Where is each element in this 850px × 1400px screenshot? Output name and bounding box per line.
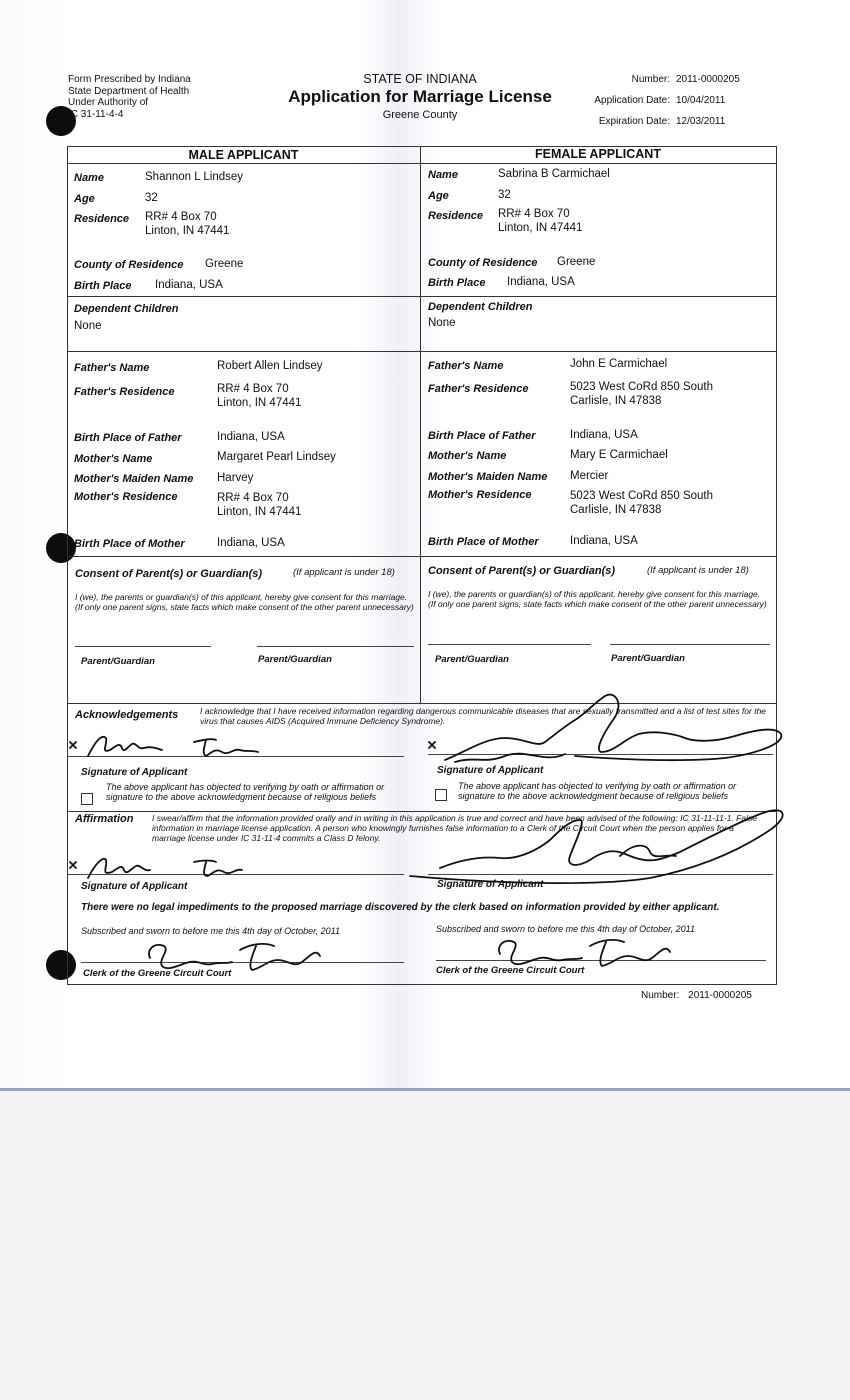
female-mother-name: Mary E Carmichael	[570, 449, 668, 461]
signature-of-applicant-label: Signature of Applicant	[81, 767, 188, 778]
clerk-label: Clerk of the Greene Circuit Court	[83, 968, 232, 979]
male-father-name: Robert Allen Lindsey	[217, 360, 323, 372]
clerk-signature	[490, 934, 680, 974]
county-of-residence-label: County of Residence	[428, 257, 538, 269]
female-mother-maiden: Mercier	[570, 470, 609, 482]
male-mother-residence-line1: RR# 4 Box 70	[217, 492, 289, 504]
age-label: Age	[428, 190, 449, 202]
clerk-signature	[140, 938, 330, 978]
affirmation-text: I swear/affirm that the information provided orally and in writing in this application is true and correct and have been advised of the following: IC 31-11-11-1. False information in marriage license application. A person who knowingly furnishes false information to a Clerk of the Circuit Court when the person applies for a marriage license under IC 31-11-4 commits a Class D felony.	[152, 813, 757, 843]
female-mother-residence-line1: 5023 West CoRd 850 South	[570, 490, 713, 502]
male-name: Shannon L Lindsey	[145, 171, 244, 183]
residence-label: Residence	[428, 210, 484, 222]
male-mother-maiden: Harvey	[217, 472, 254, 484]
mothers-residence-label: Mother's Residence	[74, 491, 178, 503]
mothers-maiden-name-label: Mother's Maiden Name	[74, 473, 194, 485]
female-residence-line2: Linton, IN 47441	[498, 222, 583, 234]
no-impediments-statement: There were no legal impediments to the proposed marriage discovered by the clerk based on information provided by either applicant.	[81, 902, 720, 913]
license-info	[560, 74, 750, 137]
male-age: 32	[145, 192, 158, 204]
male-residence-line1: RR# 4 Box 70	[145, 211, 217, 223]
dependent-children-label: Dependent Children	[74, 303, 179, 315]
form-line: Form Prescribed by Indiana	[68, 74, 191, 85]
birth-place-label: Birth Place	[428, 277, 486, 289]
male-mother-name: Margaret Pearl Lindsey	[217, 451, 336, 463]
expiration-date-label: Expiration Date:	[598, 116, 670, 127]
objection-text: The above applicant has objected to verifying by oath or affirmation or signature to the above acknowledgment because of religious beliefs	[106, 782, 385, 802]
birth-place-label: Birth Place	[74, 280, 132, 292]
document-heading	[262, 72, 578, 121]
male-dependent-children: None	[74, 320, 102, 332]
dependent-children-label: Dependent Children	[428, 301, 533, 313]
female-signature	[425, 690, 785, 780]
female-name: Sabrina B Carmichael	[498, 168, 610, 180]
application-date: 10/04/2011	[676, 95, 726, 106]
application-date-label: Application Date:	[594, 95, 670, 106]
form-line: State Department of Health	[68, 85, 190, 97]
page-title: Application for Marriage License	[288, 87, 552, 106]
mothers-maiden-name-label: Mother's Maiden Name	[428, 471, 548, 483]
name-label: Name	[74, 172, 104, 184]
female-dependent-children: None	[428, 317, 456, 329]
footer-number-label: Number:	[641, 990, 680, 1001]
parent-guardian-label: Parent/Guardian	[81, 656, 155, 667]
male-signature	[66, 728, 266, 768]
female-applicant-heading: FEMALE APPLICANT	[535, 147, 661, 161]
male-county: Greene	[205, 258, 244, 270]
subscribed-statement: Subscribed and sworn to before me this 4th day of October, 2011	[436, 924, 695, 934]
male-mother-birth: Indiana, USA	[217, 537, 285, 549]
male-father-birth: Indiana, USA	[217, 431, 285, 443]
male-mother-residence-line2: Linton, IN 47441	[217, 506, 302, 518]
objection-checkbox[interactable]	[81, 793, 93, 805]
consent-text: I (we), the parents or guardian(s) of this applicant, hereby give consent for this marriage. (If only one parent signs, state facts which make consent of the other parent unnecessary)	[75, 592, 414, 612]
acknowledgements-title: Acknowledgements	[75, 709, 179, 721]
female-mother-birth: Indiana, USA	[570, 535, 638, 547]
mothers-name-label: Mother's Name	[74, 453, 153, 465]
expiration-date: 12/03/2011	[676, 116, 726, 127]
female-birth-place: Indiana, USA	[507, 276, 575, 288]
form-line: IC 31-11-4-4	[68, 108, 124, 120]
birth-place-of-mother-label: Birth Place of Mother	[428, 536, 539, 548]
fathers-name-label: Father's Name	[428, 360, 504, 372]
state-name: STATE OF INDIANA	[363, 72, 477, 86]
footer-number	[641, 990, 752, 1001]
male-signature	[66, 852, 266, 888]
consent-note: (If applicant is under 18)	[293, 567, 395, 578]
female-father-residence-line1: 5023 West CoRd 850 South	[570, 381, 713, 393]
number-label: Number:	[631, 74, 670, 85]
form-line: Under Authority of	[68, 97, 149, 108]
birth-place-of-father-label: Birth Place of Father	[74, 432, 182, 444]
fathers-residence-label: Father's Residence	[74, 386, 175, 398]
female-age: 32	[498, 189, 511, 201]
parent-guardian-label: Parent/Guardian	[258, 654, 332, 665]
birth-place-of-father-label: Birth Place of Father	[428, 430, 536, 442]
birth-place-of-mother-label: Birth Place of Mother	[74, 538, 185, 550]
name-label: Name	[428, 169, 458, 181]
clerk-label: Clerk of the Greene Circuit Court	[436, 965, 585, 976]
subscribed-statement: Subscribed and sworn to before me this 4th day of October, 2011	[81, 926, 340, 936]
mothers-name-label: Mother's Name	[428, 450, 507, 462]
parent-guardian-label: Parent/Guardian	[611, 653, 685, 664]
female-signature	[400, 790, 790, 890]
form-authority	[68, 74, 191, 120]
parent-guardian-label: Parent/Guardian	[435, 654, 509, 665]
female-county: Greene	[557, 256, 596, 268]
consent-title: Consent of Parent(s) or Guardian(s)	[75, 568, 263, 580]
acknowledgements-text: I acknowledge that I have received information regarding dangerous communicable diseases that are sexually transmitted and a list of test sites for the virus that causes AIDS (Acquired Immune Deficiency Syndrome).	[200, 706, 767, 726]
male-applicant-heading: MALE APPLICANT	[188, 148, 299, 162]
objection-text: The above applicant has objected to verifying by oath or affirmation or signature to the above acknowledgment because of religious beliefs	[458, 781, 737, 801]
residence-label: Residence	[74, 213, 130, 225]
female-mother-residence-line2: Carlisle, IN 47838	[570, 504, 662, 516]
female-father-birth: Indiana, USA	[570, 429, 638, 441]
female-residence-line1: RR# 4 Box 70	[498, 208, 570, 220]
license-number: 2011-0000205	[676, 74, 740, 85]
county-name: Greene County	[382, 109, 458, 121]
mothers-residence-label: Mother's Residence	[428, 489, 532, 501]
consent-text: I (we), the parents or guardian(s) of this applicant, hereby give consent for this marriage. (If only one parent signs, state facts which make consent of the other parent unnecessary)	[428, 589, 767, 609]
fathers-name-label: Father's Name	[74, 362, 150, 374]
consent-note: (If applicant is under 18)	[647, 565, 749, 576]
female-father-name: John E Carmichael	[570, 358, 668, 370]
male-father-residence-line1: RR# 4 Box 70	[217, 383, 289, 395]
consent-title: Consent of Parent(s) or Guardian(s)	[428, 565, 616, 577]
signature-of-applicant-label: Signature of Applicant	[81, 881, 188, 892]
signature-of-applicant-label: Signature of Applicant	[437, 765, 544, 776]
age-label: Age	[74, 193, 95, 205]
female-father-residence-line2: Carlisle, IN 47838	[570, 395, 662, 407]
footer-number-value: 2011-0000205	[688, 990, 752, 1001]
fathers-residence-label: Father's Residence	[428, 383, 529, 395]
county-of-residence-label: County of Residence	[74, 259, 184, 271]
signature-of-applicant-label: Signature of Applicant	[437, 879, 544, 890]
affirmation-title: Affirmation	[75, 813, 134, 825]
male-father-residence-line2: Linton, IN 47441	[217, 397, 302, 409]
male-birth-place: Indiana, USA	[155, 279, 223, 291]
male-residence-line2: Linton, IN 47441	[145, 225, 230, 237]
